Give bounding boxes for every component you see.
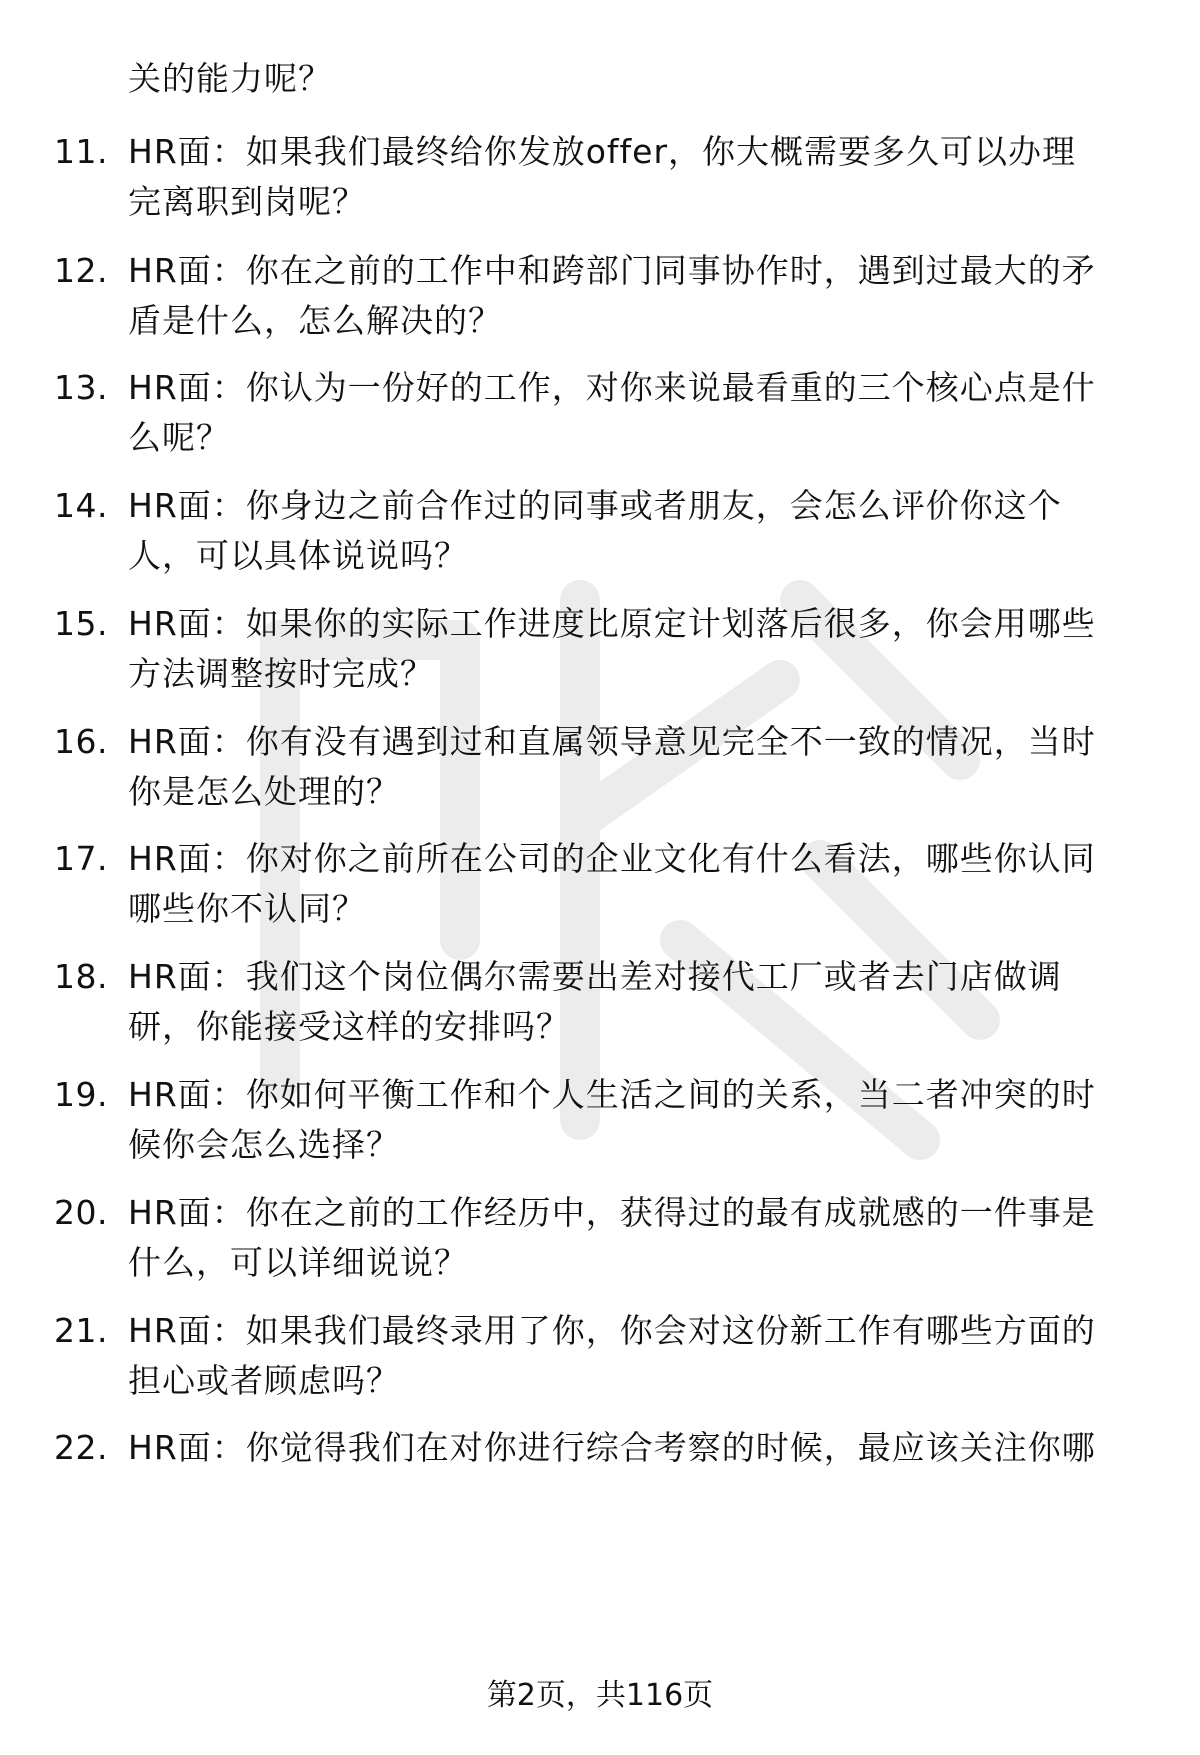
item-number: 21.: [54, 1311, 108, 1350]
text-line: HR面：你在之前的工作经历中，获得过的最有成就感的一件事是: [128, 1193, 1096, 1232]
item-number: 22.: [54, 1428, 108, 1467]
item-number: 16.: [54, 722, 108, 761]
item-number: 12.: [54, 251, 108, 290]
text-line: HR面：你在之前的工作中和跨部门同事协作时，遇到过最大的矛: [128, 251, 1096, 290]
text-line: HR面：如果我们最终录用了你，你会对这份新工作有哪些方面的: [128, 1311, 1096, 1350]
item-number: 19.: [54, 1075, 108, 1114]
text-line: HR面：如果你的实际工作进度比原定计划落后很多，你会用哪些: [128, 604, 1096, 643]
item-number: 13.: [54, 368, 108, 407]
text-line: 么呢？: [128, 418, 230, 457]
text-line: HR面：你认为一份好的工作，对你来说最看重的三个核心点是什: [128, 368, 1096, 407]
item-number: 14.: [54, 486, 108, 525]
item-number: 15.: [54, 604, 108, 643]
text-line: 人，可以具体说说吗？: [128, 536, 468, 575]
text-line: HR面：你身边之前合作过的同事或者朋友，会怎么评价你这个: [128, 486, 1062, 525]
text-line: HR面：你对你之前所在公司的企业文化有什么看法，哪些你认同: [128, 839, 1096, 878]
text-line: 哪些你不认同？: [128, 889, 366, 928]
text-line: 你是怎么处理的？: [128, 772, 400, 811]
text-line: HR面：你如何平衡工作和个人生活之间的关系，当二者冲突的时: [128, 1075, 1096, 1114]
item-number: 20.: [54, 1193, 108, 1232]
text-line: 盾是什么，怎么解决的？: [128, 301, 502, 340]
text-line: HR面：如果我们最终给你发放offer，你大概需要多久可以办理: [128, 132, 1077, 171]
text-line: 什么，可以详细说说？: [128, 1243, 468, 1282]
text-line: 研，你能接受这样的安排吗？: [128, 1007, 570, 1046]
text-line: HR面：我们这个岗位偶尔需要出差对接代工厂或者去门店做调: [128, 957, 1062, 996]
text-line: 候你会怎么选择？: [128, 1125, 400, 1164]
item-number: 17.: [54, 839, 108, 878]
item-number: 11.: [54, 132, 108, 171]
page-footer: 第2页，共116页: [486, 1678, 714, 1713]
text-line: 关的能力呢？: [128, 59, 332, 98]
text-line: HR面：你觉得我们在对你进行综合考察的时候，最应该关注你哪: [128, 1428, 1096, 1467]
text-line: 方法调整按时完成？: [128, 654, 434, 693]
text-line: HR面：你有没有遇到过和直属领导意见完全不一致的情况，当时: [128, 722, 1096, 761]
text-line: 完离职到岗呢？: [128, 182, 366, 221]
item-number: 18.: [54, 957, 108, 996]
text-line: 担心或者顾虑吗？: [128, 1361, 400, 1400]
